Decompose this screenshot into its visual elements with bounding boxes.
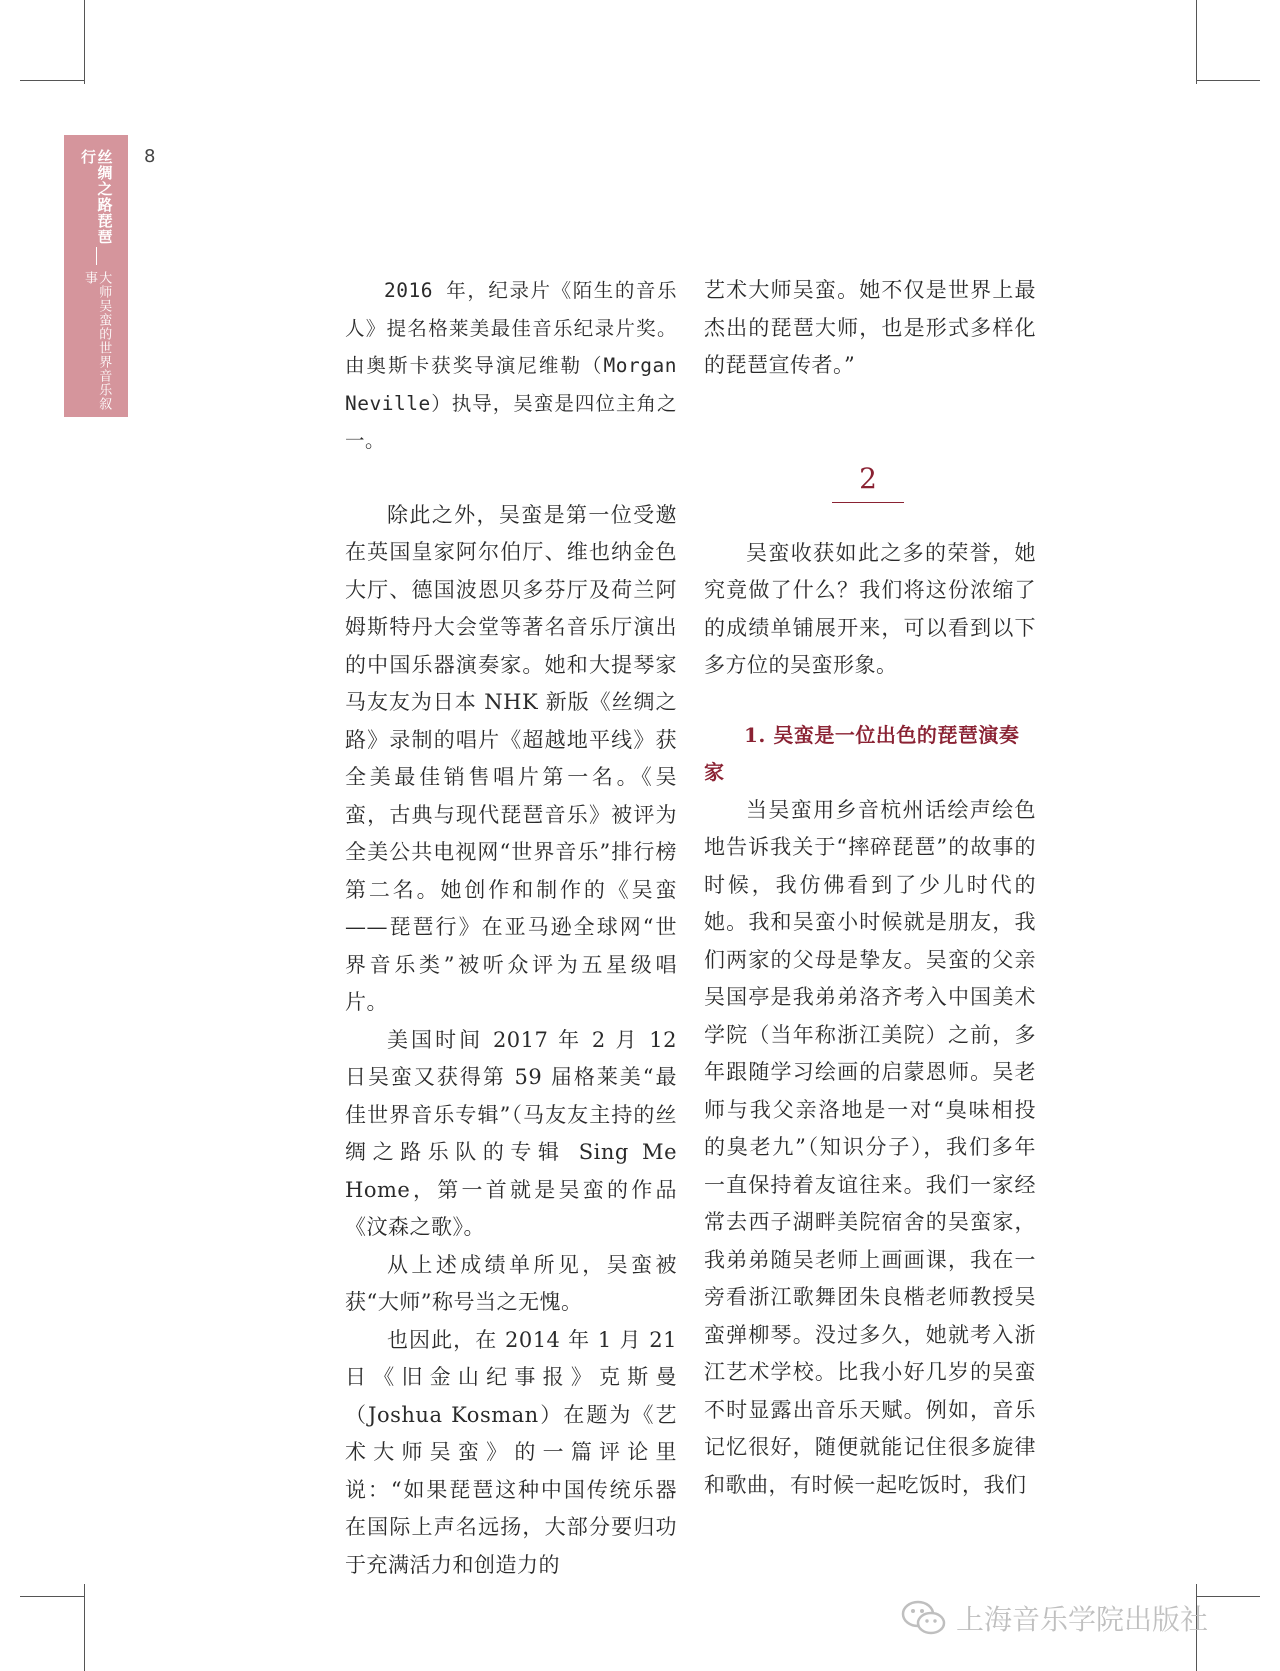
paragraph: 吴蛮收获如此之多的荣誉，她究竟做了什么？我们将这份浓缩了的成绩单铺展开来，可以看到以下多方位的吴蛮形象。: [704, 540, 1036, 677]
paragraph: 2016 年，纪录片《陌生的音乐人》提名格莱美最佳音乐纪录片奖。由奥斯卡获奖导演尼维勒（Morgan Neville）执导，吴蛮是四位主角之一。: [345, 279, 677, 452]
watermark-text: 上海音乐学院出版社: [956, 1603, 1209, 1636]
paragraph: 美国时间 2017 年 2 月 12 日吴蛮又获得第 59 届格莱美“最佳世界音乐专辑”（马友友主持的丝绸之路乐队的专辑 Sing Me Home，第一首就是吴蛮的作品《汶森之歌》。: [345, 1027, 677, 1239]
wechat-icon: [900, 1598, 948, 1638]
paragraph: 艺术大师吴蛮。她不仅是世界上最杰出的琵琶大师，也是形式多样化的琵琶宣传者。”: [704, 278, 1036, 377]
crop-mark: [1196, 80, 1260, 81]
sidebar-subtitle-text: 大师吴蛮的世界音乐叙事: [82, 271, 112, 411]
paragraph: 从上述成绩单所见，吴蛮被获“大师”称号当之无愧。: [345, 1252, 677, 1314]
sidebar-title-text: 丝绸之路琵琶行: [79, 149, 114, 245]
section-heading: 1. 吴蛮是一位出色的琵琶演奏家: [704, 722, 1020, 784]
right-column: [704, 272, 1036, 1504]
sidebar-subtitle: [64, 271, 128, 421]
crop-mark: [84, 1584, 85, 1671]
page-number: 8: [144, 146, 156, 167]
section-number: 2: [859, 462, 877, 495]
section-rule: [832, 502, 904, 503]
sidebar-divider: [96, 247, 97, 265]
left-column: [345, 272, 677, 1584]
crop-mark: [20, 1596, 84, 1597]
crop-mark: [20, 80, 84, 81]
paragraph: 当吴蛮用乡音杭州话绘声绘色地告诉我关于“摔碎琵琶”的故事的时候，我仿佛看到了少儿时代的她。我和吴蛮小时候就是朋友，我们两家的父母是挚友。吴蛮的父亲吴国亭是我弟弟洛齐考入中国美术学院（当年称浙江美院）之前，多年跟随学习绘画的启蒙恩师。吴老师与我父亲洛地是一对“臭味相投的臭老九”（知识分子），我们多年一直保持着友谊往来。我们一家经常去西子湖畔美院宿舍的吴蛮家，我弟弟随吴老师上画画课，我在一旁看浙江歌舞团朱良楷老师教授吴蛮弹柳琴。没过多久，她就考入浙江艺术学校。比我小好几岁的吴蛮不时显露出音乐天赋。例如，音乐记忆很好，随便就能记住很多旋律和歌曲，有时候一起吃饭时，我们: [704, 797, 1036, 1497]
crop-mark: [84, 0, 85, 84]
sidebar-tab: [64, 135, 128, 417]
watermark: [900, 1596, 1208, 1640]
paragraph: 也因此，在 2014 年 1 月 21 日《旧金山纪事报》克斯曼（Joshua Kosman）在题为《艺术大师吴蛮》的一篇评论里说：“如果琵琶这种中国传统乐器在国际上声名远扬，大部分要归功于充满活力和创造力的: [345, 1327, 677, 1577]
sidebar-title: [64, 135, 128, 245]
paragraph: 除此之外，吴蛮是第一位受邀在英国皇家阿尔伯厅、维也纳金色大厅、德国波恩贝多芬厅及荷兰阿姆斯特丹大会堂等著名音乐厅演出的中国乐器演奏家。她和大提琴家马友友为日本 NHK 新版《丝绸之路》录制的唱片《超越地平线》获全美最佳销售唱片第一名。《吴蛮，古典与现代琵琶音乐》被评为全美公共电视网“世界音乐”排行榜第二名。她创作和制作的《吴蛮——琵琶行》在亚马逊全球网“世界音乐类”被听众评为五星级唱片。: [345, 502, 677, 1014]
crop-mark: [1196, 0, 1197, 84]
